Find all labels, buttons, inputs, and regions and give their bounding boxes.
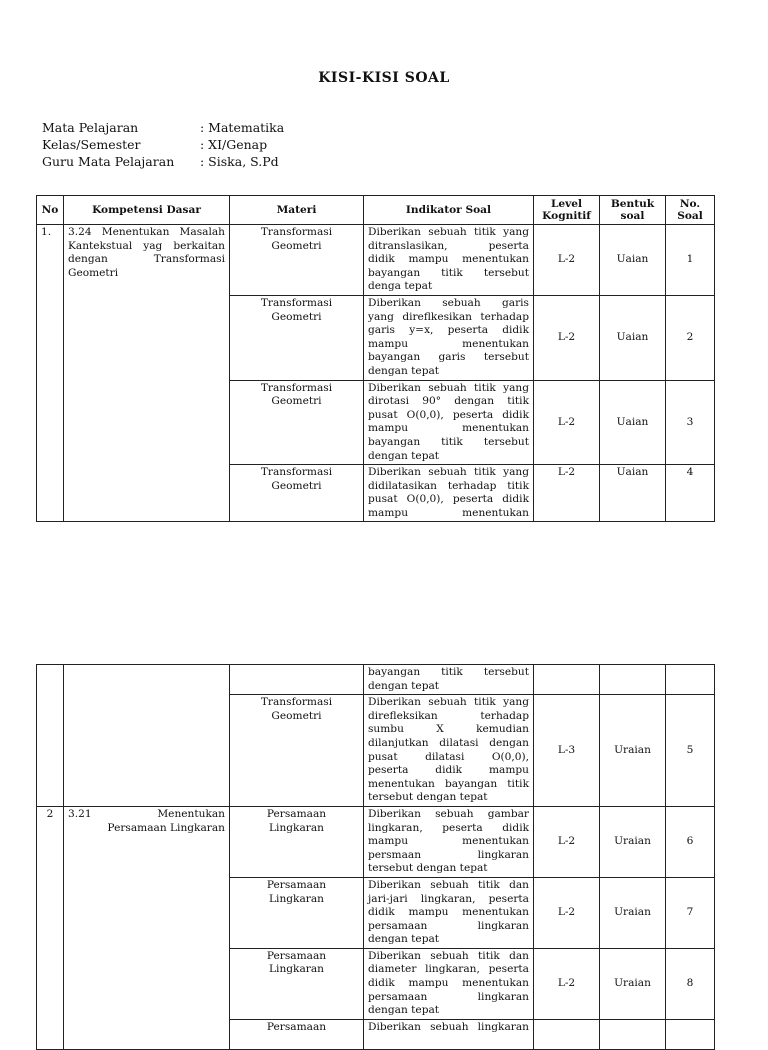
indikator-line: didilatasikan terhadap titik xyxy=(368,479,529,492)
indikator-line: Diberikan sebuah titik yang xyxy=(368,466,529,479)
table-row xyxy=(37,806,715,877)
cell-no-soal xyxy=(666,665,715,695)
kd-line: Geometri xyxy=(68,266,119,279)
indikator-line: mampu menentukan xyxy=(368,337,529,350)
cell-no: 2 xyxy=(37,806,64,1049)
cell-level: L-2 xyxy=(534,877,600,948)
materi-line: Transformasi xyxy=(260,226,333,238)
materi-line: Geometri xyxy=(271,709,322,722)
cell-materi xyxy=(230,225,364,296)
materi-line: Geometri xyxy=(271,310,322,323)
indikator-line: tersebut dengan tepat xyxy=(368,862,488,875)
cell-bentuk: Uraian xyxy=(600,695,666,807)
indikator-line: denga tepat xyxy=(368,280,433,293)
table-row xyxy=(37,665,715,695)
meta-label: Guru Mata Pelajaran xyxy=(42,154,175,169)
meta-row-subject xyxy=(42,120,284,137)
indikator-line: pusat O(0,0), peserta didik xyxy=(368,493,529,506)
indikator-line: pusat dilatasi O(0,0), xyxy=(368,750,529,763)
materi-line: Persamaan xyxy=(266,1020,327,1033)
indikator-line: persamaan lingkaran xyxy=(368,990,529,1003)
cell-kompetensi-dasar xyxy=(64,665,230,807)
materi-line: Lingkaran xyxy=(269,963,324,976)
cell-level: L-2 xyxy=(534,465,600,522)
cell-materi xyxy=(230,665,364,695)
cell-indikator xyxy=(364,665,534,695)
indikator-line: jari-jari lingkaran, peserta xyxy=(368,892,529,905)
cell-materi xyxy=(230,948,364,1019)
indikator-line: Diberikan sebuah titik yang xyxy=(368,226,529,238)
header-level: Level Kognitif xyxy=(534,196,600,225)
materi-line: Persamaan xyxy=(266,878,327,891)
question-grid-table-page1 xyxy=(36,195,715,522)
indikator-line: Diberikan sebuah titik yang xyxy=(368,381,529,394)
cell-no-soal: 4 xyxy=(666,465,715,522)
meta-value: : XI/Genap xyxy=(200,137,268,152)
indikator-line: Diberikan sebuah titik dan xyxy=(368,878,529,891)
cell-indikator xyxy=(364,380,534,465)
materi-line: Geometri xyxy=(271,479,322,492)
meta-value: : Matematika xyxy=(200,120,285,135)
cell-level: L-2 xyxy=(534,225,600,296)
kd-line: dengan Transformasi xyxy=(68,253,225,266)
cell-no xyxy=(37,665,64,807)
indikator-line: lingkaran, peserta didik xyxy=(368,821,529,834)
kd-line: Kantekstual yag berkaitan xyxy=(68,239,225,252)
indikator-line: didik mampu menentukan xyxy=(368,253,529,266)
cell-indikator xyxy=(364,295,534,380)
indikator-line: ditranslasikan, peserta xyxy=(368,239,529,252)
header-bentuk: Bentuk soal xyxy=(600,196,666,225)
indikator-line: didik mampu menentukan xyxy=(368,906,529,919)
cell-bentuk xyxy=(600,665,666,695)
cell-indikator xyxy=(364,465,534,522)
meta-label: Mata Pelajaran xyxy=(42,120,139,135)
table-row xyxy=(37,225,715,296)
document-meta xyxy=(42,120,284,171)
indikator-line: Diberikan sebuah gambar xyxy=(368,807,529,820)
indikator-line: menentukan bayangan titik xyxy=(368,777,529,790)
cell-materi xyxy=(230,465,364,522)
header-indikator: Indikator Soal xyxy=(364,196,534,225)
cell-level: L-2 xyxy=(534,948,600,1019)
cell-kompetensi-dasar xyxy=(64,806,230,1049)
indikator-line: bayangan titik tersebut xyxy=(368,435,529,448)
document-title: KISI-KISI SOAL xyxy=(318,70,450,86)
cell-indikator xyxy=(364,877,534,948)
materi-line: Persamaan xyxy=(266,807,327,820)
kd-line: 3.21 Menentukan xyxy=(68,807,225,820)
cell-bentuk: Uaian xyxy=(600,465,666,522)
indikator-line: pusat O(0,0), peserta didik xyxy=(368,408,529,421)
indikator-line: peserta didik mampu xyxy=(368,764,529,777)
indikator-line: dirotasi 90° dengan titik xyxy=(368,395,529,408)
indikator-line: direfleksikan terhadap xyxy=(368,709,529,722)
cell-indikator xyxy=(364,225,534,296)
indikator-line: dengan tepat xyxy=(368,449,440,462)
cell-indikator xyxy=(364,695,534,807)
cell-no-soal: 1 xyxy=(666,225,715,296)
indikator-line: mampu menentukan xyxy=(368,835,529,848)
materi-line: Lingkaran xyxy=(269,892,324,905)
materi-line: Transformasi xyxy=(260,296,333,309)
indikator-line: persmaan lingkaran xyxy=(368,848,529,861)
indikator-line: bayangan titik tersebut xyxy=(368,666,529,678)
cell-no-soal: 8 xyxy=(666,948,715,1019)
cell-no-soal: 2 xyxy=(666,295,715,380)
indikator-line: dilanjutkan dilatasi dengan xyxy=(368,736,529,749)
meta-row-teacher xyxy=(42,154,284,171)
cell-kompetensi-dasar xyxy=(64,225,230,522)
indikator-line: Diberikan sebuah titik dan xyxy=(368,949,529,962)
cell-no-soal: 5 xyxy=(666,695,715,807)
materi-line: Lingkaran xyxy=(269,821,324,834)
cell-level xyxy=(534,665,600,695)
indikator-line: persamaan lingkaran xyxy=(368,919,529,932)
cell-level: L-3 xyxy=(534,695,600,807)
cell-level: L-2 xyxy=(534,380,600,465)
cell-materi xyxy=(230,380,364,465)
header-no-soal: No. Soal xyxy=(666,196,715,225)
cell-bentuk: Uraian xyxy=(600,948,666,1019)
cell-level: L-2 xyxy=(534,295,600,380)
cell-bentuk: Uaian xyxy=(600,380,666,465)
indikator-line: sumbu X kemudian xyxy=(368,723,529,736)
indikator-line: mampu menentukan xyxy=(368,422,529,435)
indikator-line: Diberikan sebuah lingkaran xyxy=(368,1020,529,1033)
indikator-line: Diberikan sebuah titik yang xyxy=(368,696,529,709)
kd-line: 3.24 Menentukan Masalah xyxy=(68,226,225,238)
cell-materi xyxy=(230,695,364,807)
indikator-line: tersebut dengan tepat xyxy=(368,791,488,804)
cell-no: 1. xyxy=(37,225,64,522)
indikator-line: bayangan garis tersebut xyxy=(368,351,529,364)
question-grid-table-page2 xyxy=(36,664,715,1050)
materi-line: Geometri xyxy=(271,395,322,408)
indikator-line: Diberikan sebuah garis xyxy=(368,296,529,309)
cell-bentuk: Uraian xyxy=(600,877,666,948)
cell-no-soal: 3 xyxy=(666,380,715,465)
cell-materi xyxy=(230,806,364,877)
indikator-line: bayangan titik tersebut xyxy=(368,266,529,279)
materi-line: Transformasi xyxy=(260,696,333,709)
kd-line: Persamaan Lingkaran xyxy=(107,821,225,834)
materi-line: Persamaan xyxy=(266,949,327,962)
indikator-line: yang direflkesikan terhadap xyxy=(368,310,529,323)
cell-indikator xyxy=(364,806,534,877)
cell-materi xyxy=(230,295,364,380)
indikator-line: dengan tepat xyxy=(368,1004,440,1017)
indikator-line: garis y=x, peserta didik xyxy=(368,324,529,337)
cell-level: L-2 xyxy=(534,806,600,877)
materi-line: Transformasi xyxy=(260,466,333,479)
materi-line: Transformasi xyxy=(260,381,333,394)
cell-bentuk: Uaian xyxy=(600,225,666,296)
indikator-line: didik mampu menentukan xyxy=(368,977,529,990)
indikator-line: diameter lingkaran, peserta xyxy=(368,963,529,976)
meta-row-class xyxy=(42,137,284,154)
cell-no-soal: 6 xyxy=(666,806,715,877)
indikator-line: dengan tepat xyxy=(368,679,440,692)
cell-bentuk: Uaian xyxy=(600,295,666,380)
cell-materi xyxy=(230,877,364,948)
meta-label: Kelas/Semester xyxy=(42,137,141,152)
indikator-line: dengan tepat xyxy=(368,933,440,946)
indikator-line: mampu menentukan xyxy=(368,506,529,519)
meta-value: : Siska, S.Pd xyxy=(200,154,279,169)
cell-no-soal: 7 xyxy=(666,877,715,948)
header-no: No xyxy=(37,196,64,225)
table-header-row xyxy=(37,196,715,225)
indikator-line: dengan tepat xyxy=(368,364,440,377)
header-kompetensi-dasar: Kompetensi Dasar xyxy=(64,196,230,225)
materi-line: Geometri xyxy=(271,239,322,252)
header-materi: Materi xyxy=(230,196,364,225)
cell-indikator xyxy=(364,948,534,1019)
cell-bentuk: Uraian xyxy=(600,806,666,877)
